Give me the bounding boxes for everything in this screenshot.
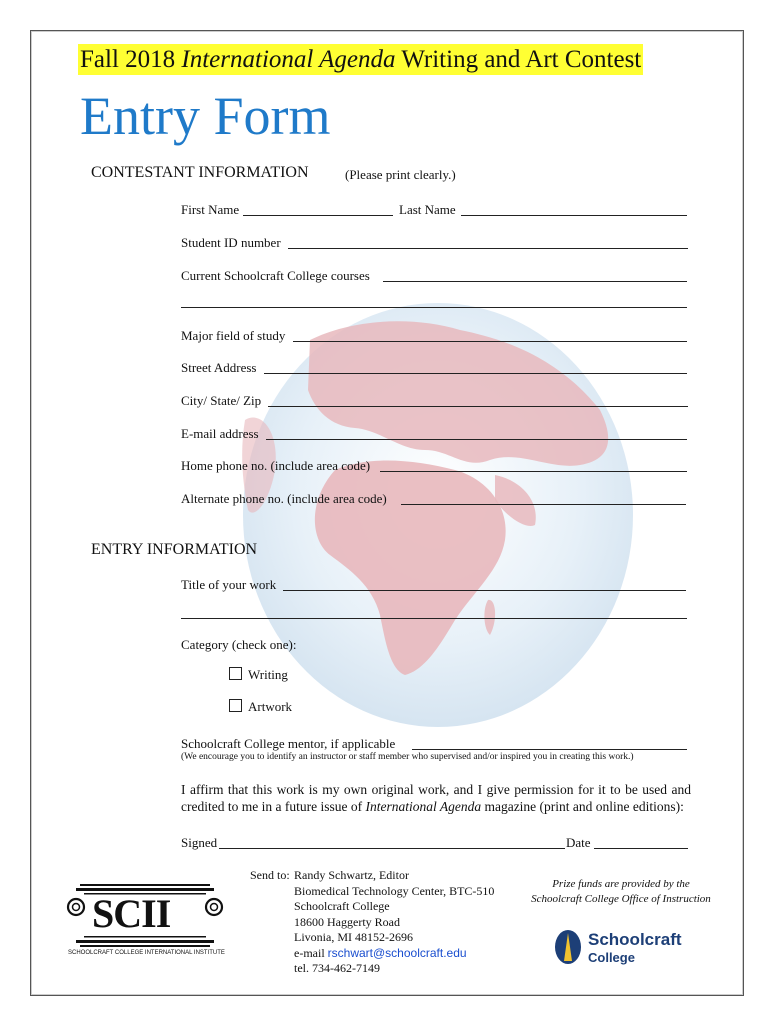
address-line-4: Livonia, MI 48152-2696 — [294, 930, 413, 944]
schoolcraft-logo-text: Schoolcraft College — [588, 930, 682, 965]
city-field[interactable] — [268, 406, 688, 407]
telephone: tel. 734-462-7149 — [294, 961, 380, 975]
writing-option[interactable] — [229, 667, 288, 683]
street-label: Street Address — [181, 360, 257, 375]
courses-field[interactable] — [383, 281, 687, 282]
alt-phone-label: Alternate phone no. (include area code) — [181, 491, 387, 506]
email-line: e-mail rschwart@schoolcraft.edu — [294, 945, 467, 960]
page-title: Entry Form — [80, 86, 331, 146]
first-name-field[interactable] — [243, 215, 393, 216]
globe-watermark — [240, 300, 635, 730]
mentor-field[interactable] — [412, 749, 687, 750]
title-of-work-field[interactable] — [283, 590, 686, 591]
artwork-checkbox[interactable] — [229, 699, 242, 712]
writing-checkbox[interactable] — [229, 667, 242, 680]
send-to-address — [294, 868, 494, 977]
date-label: Date — [566, 835, 591, 850]
email-label: E-mail address — [181, 426, 259, 441]
print-clearly-note: (Please print clearly.) — [345, 167, 456, 182]
last-name-label: Last Name — [399, 202, 456, 217]
home-phone-field[interactable] — [380, 471, 687, 472]
address-line-2: Schoolcraft College — [294, 899, 390, 913]
date-field[interactable] — [594, 848, 688, 849]
first-name-label: First Name — [181, 202, 240, 217]
city-label: City/ State/ Zip — [181, 393, 262, 408]
courses-field-2[interactable] — [181, 307, 687, 308]
schoolcraft-logo-icon — [553, 929, 583, 965]
mentor-note: (We encourage you to identify an instructor or staff member who supervised and/or inspired you in creating this work.) — [181, 752, 634, 762]
affirmation-text: I affirm that this work is my own original work, and I give permission for it to be used and credited to me in a future issue of International Agenda magazine (print and online editions): — [181, 782, 691, 814]
writing-label: Writing — [248, 667, 288, 682]
artwork-option[interactable] — [229, 699, 292, 715]
mentor-label: Schoolcraft College mentor, if applicable — [181, 736, 396, 751]
email-field[interactable] — [266, 439, 687, 440]
email-link[interactable]: rschwart@schoolcraft.edu — [327, 945, 467, 960]
address-line-1: Biomedical Technology Center, BTC-510 — [294, 883, 495, 898]
artwork-label: Artwork — [248, 699, 293, 714]
student-id-field[interactable] — [288, 248, 688, 249]
contestant-heading: CONTESTANT INFORMATION — [91, 164, 309, 181]
home-phone-label: Home phone no. (include area code) — [181, 458, 371, 473]
scii-logo-text: SCII — [92, 891, 171, 936]
send-to-label: Send to: — [250, 868, 290, 882]
signed-label: Signed — [181, 835, 218, 850]
student-id-label: Student ID number — [181, 235, 281, 250]
major-field[interactable] — [293, 341, 687, 342]
street-field[interactable] — [264, 373, 687, 374]
title-of-work-field-2[interactable] — [181, 618, 687, 619]
editor-name: Randy Schwartz, Editor — [294, 868, 409, 882]
title-of-work-label: Title of your work — [181, 577, 277, 592]
alt-phone-field[interactable] — [401, 504, 686, 505]
address-line-3: 18600 Haggerty Road — [294, 914, 400, 929]
category-label: Category (check one): — [181, 637, 297, 652]
prize-note: Prize funds are provided by the Schoolcraft College Office of Instruction — [531, 878, 711, 905]
scii-caption: SCHOOLCRAFT COLLEGE INTERNATIONAL INSTITUTE — [68, 950, 225, 956]
entry-heading: ENTRY INFORMATION — [91, 541, 258, 558]
contest-title: Fall 2018 International Agenda Writing and Art Contest — [80, 46, 642, 73]
courses-label: Current Schoolcraft College courses — [181, 268, 370, 283]
last-name-field[interactable] — [461, 215, 687, 216]
signature-field[interactable] — [219, 848, 565, 849]
major-label: Major field of study — [181, 328, 286, 343]
